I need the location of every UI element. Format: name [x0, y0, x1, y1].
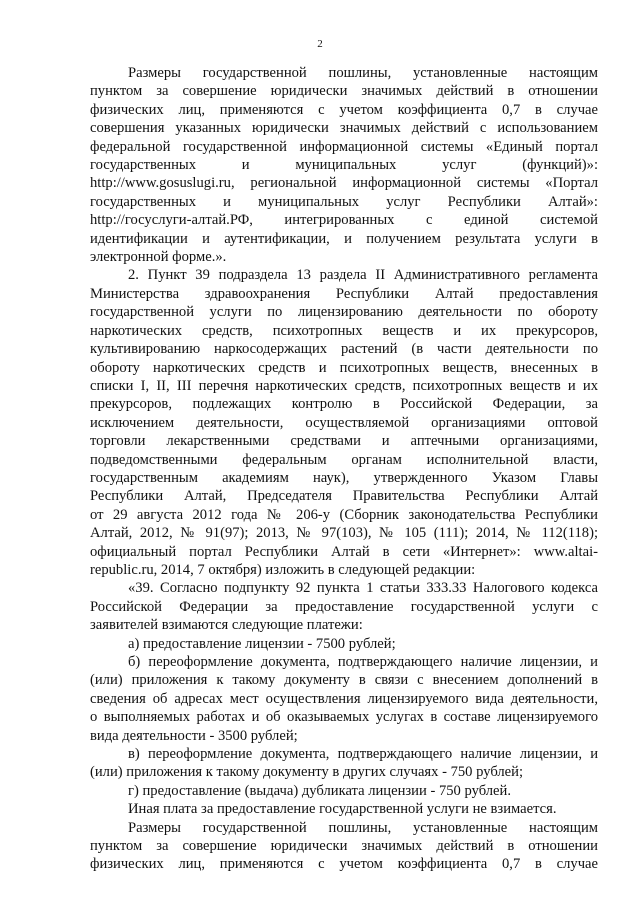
text-line: о выполняемых работах и об оказываемых услугах в составе лицензируемого: [90, 709, 598, 726]
page-number: 2: [317, 38, 323, 50]
text-line: (или) приложения к такому документу в других случаях - 750 рублей;: [90, 764, 524, 781]
text-line: государственных и муниципальных услуг Республики Алтай»:: [90, 193, 598, 210]
text-line: культивированию наркосодержащих растений (в части деятельности по: [90, 341, 598, 358]
text-line: пунктом за совершение юридически значимых действий в отношении: [90, 838, 598, 855]
text-line: «39. Согласно подпункту 92 пункта 1 статьи 333.33 Налогового кодекса: [128, 580, 598, 597]
text-line: прекурсоров, подлежащих контролю в Российской Федерации, за: [90, 396, 598, 413]
text-line: б) переоформление документа, подтверждающего наличие лицензии, и: [128, 654, 598, 670]
text-line: государственной услуги по лицензированию деятельности по обороту: [90, 304, 598, 321]
text-line: от 29 августа 2012 года № 206-у (Сборник законодательства Республики: [90, 506, 598, 523]
text-line: идентификации и аутентификации, и получением результата услуги в: [90, 230, 598, 247]
text-line: исключением деятельности, осуществляемой организациями оптовой: [90, 414, 598, 431]
text-line: Размеры государственной пошлины, установленные настоящим: [128, 819, 598, 836]
text-line: (или) приложения к такому документу в связи с внесением дополнений в: [90, 672, 598, 689]
text-line: сведения об адресах мест осуществления лицензируемого вида деятельности,: [90, 690, 598, 707]
text-line: Министерства здравоохранения Республики Алтай предоставления: [90, 285, 598, 302]
text-line: государственным академиям наук), утвержденного Указом Главы: [90, 469, 598, 486]
text-line: заявителей взимаются следующие платежи:: [90, 617, 363, 634]
text-line: электронной форме.».: [90, 249, 227, 266]
text-line: http://www.gosuslugi.ru, региональной информационной системы «Портал: [90, 175, 598, 192]
text-line: обороту наркотических средств и психотропных веществ, внесенных в: [90, 359, 598, 376]
text-line: списки I, II, III перечня наркотических средств, психотропных веществ и их: [90, 377, 598, 394]
text-line: Республики Алтай, Председателя Правительства Республики Алтай: [90, 488, 598, 505]
text-line: совершения указанных юридически значимых действий с использованием: [90, 120, 598, 137]
text-line: пунктом за совершение юридически значимых действий в отношении: [90, 83, 598, 100]
text-line: физических лиц, применяются с учетом коэффициента 0,7 в случае: [90, 856, 598, 873]
text-line: официальный портал Республики Алтай в сети «Интернет»: www.altai-: [90, 543, 598, 560]
text-line: republic.ru, 2014, 7 октября) изложить в следующей редакции:: [90, 561, 476, 578]
text-line: Алтай, 2012, № 91(97); 2013, № 97(103), № 105 (111); 2014, № 112(118);: [90, 525, 598, 542]
text-line: в) переоформление документа, подтверждающего наличие лицензии, и: [128, 746, 598, 763]
text-line: торговли лекарственными средствами и аптечными организациями,: [90, 433, 598, 450]
text-line: http://госуслуги-алтай.РФ, интегрированных с единой системой: [90, 212, 598, 229]
text-line: Российской Федерации за предоставление государственной услуги с: [90, 598, 598, 615]
text-line: а) предоставление лицензии - 7500 рублей;: [128, 635, 396, 652]
document-body: [90, 64, 598, 874]
text-line: вида деятельности - 3500 рублей;: [90, 727, 298, 744]
text-line: Иная плата за предоставление государственной услуги не взимается.: [128, 801, 557, 818]
text-line: федеральной государственной информационной системы «Единый портал: [90, 138, 598, 155]
text-line: физических лиц, применяются с учетом коэффициента 0,7 в случае: [90, 101, 598, 118]
text-line: Размеры государственной пошлины, установленные настоящим: [128, 65, 598, 81]
text-line: государственных и муниципальных услуг (функций)»:: [90, 157, 598, 174]
text-line: г) предоставление (выдача) дубликата лицензии - 750 рублей.: [128, 782, 511, 799]
text-line: 2. Пункт 39 подраздела 13 раздела II Административного регламента: [128, 267, 598, 284]
text-line: подведомственными федеральным органам исполнительной власти,: [90, 451, 598, 468]
text-line: наркотических средств, психотропных веществ и их прекурсоров,: [90, 322, 598, 339]
